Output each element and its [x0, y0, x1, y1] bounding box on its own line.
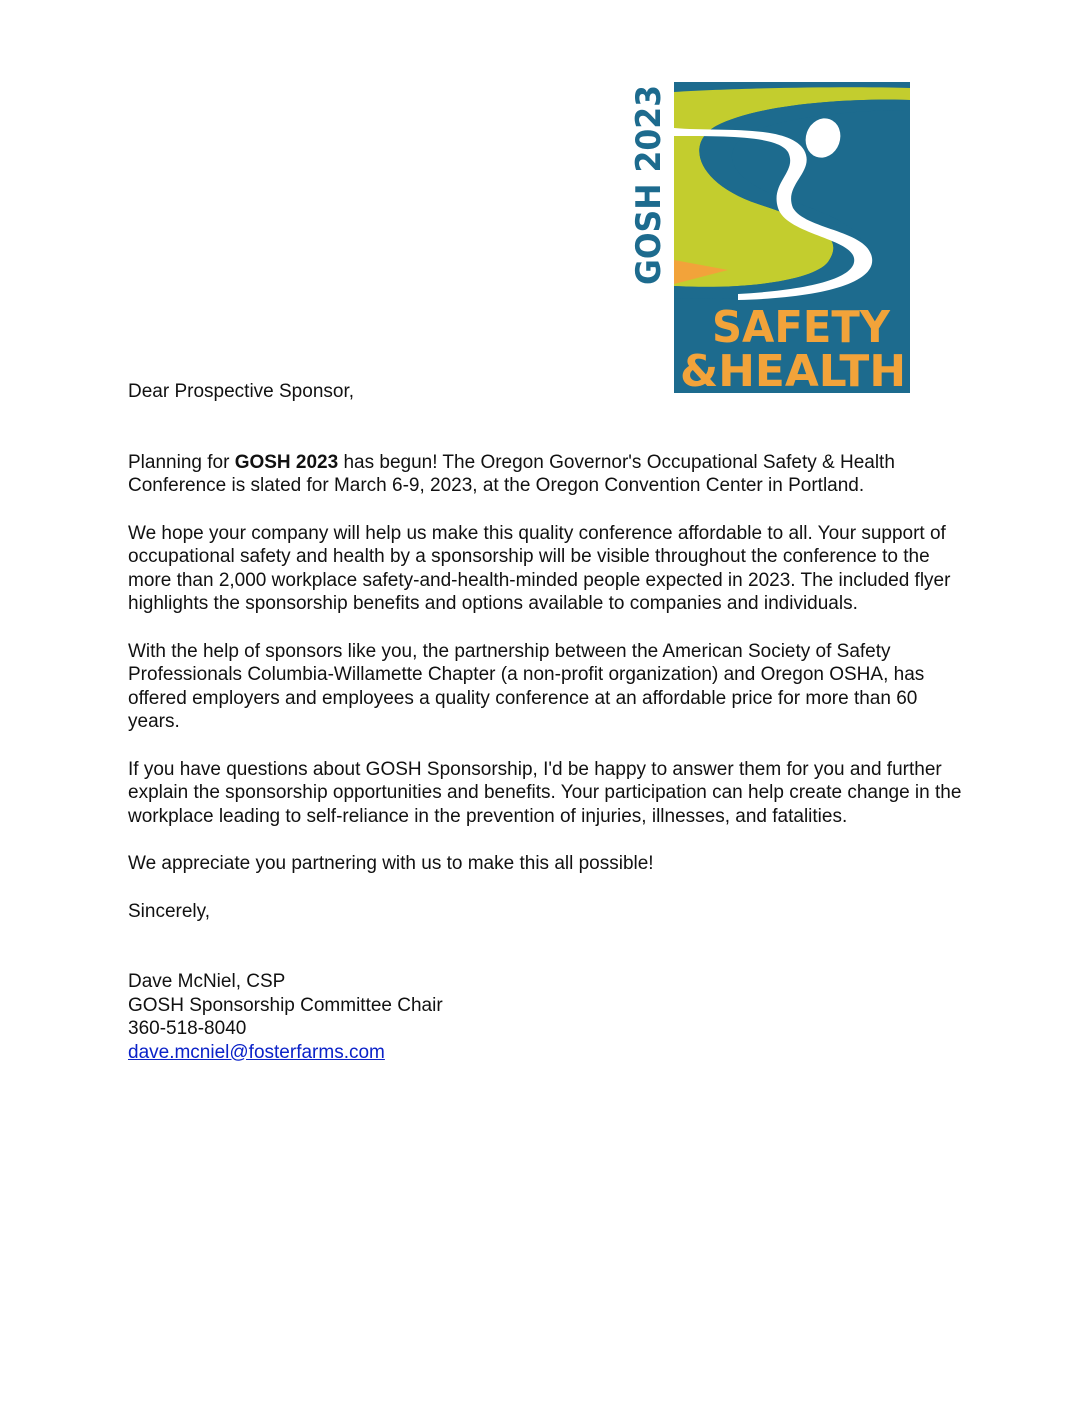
salutation: Dear Prospective Sponsor,: [128, 381, 355, 402]
logo-vertical-text: GOSH 2023: [629, 80, 669, 285]
letter-body: [128, 380, 968, 1064]
paragraph-2: We hope your company will help us make this quality conference affordable to all. Your support of occupational safety and health by a sponsorship will be visible throughout the conference to the more than 2,000 workplace safety-and-health-minded people expected in 2023. The included flyer highlights the sponsorship benefits and options available to companies and individuals.: [128, 522, 951, 614]
logo-line1: SAFETY: [712, 302, 892, 353]
closing: Sincerely,: [128, 900, 211, 922]
paragraph-1-rest: has begun! The Oregon Governor's Occupational Safety & Health Conference is slated for March 6-9, 2023, at the Oregon Convention Center in Portland.: [128, 451, 895, 496]
paragraph-1: [128, 451, 968, 498]
signature-block: [128, 970, 968, 1064]
signer-phone: 360-518-8040: [128, 1018, 247, 1039]
paragraph-4: If you have questions about GOSH Sponsorship, I'd be happy to answer them for you and further explain the sponsorship opportunities and benefits. Your participation can help create change in the workplace leading to self-reliance in the prevention of injuries, illnesses, and fatalities.: [128, 758, 962, 827]
signer-email-link[interactable]: dave.mcniel@fosterfarms.com: [128, 1041, 385, 1063]
paragraph-5: We appreciate you partnering with us to make this all possible!: [128, 853, 654, 874]
paragraph-1-lead: Planning for: [128, 451, 235, 473]
paragraph-3: With the help of sponsors like you, the partnership between the American Society of Safety Professionals Columbia-Willamette Chapter (a non-profit organization) and Oregon OSHA, has offered employers and employees a quality conference at an affordable price for more than 60 years.: [128, 640, 925, 732]
gosh-safety-health-logo: [618, 80, 911, 395]
signer-name: Dave McNiel, CSP: [128, 971, 286, 992]
signer-title: GOSH Sponsorship Committee Chair: [128, 994, 443, 1016]
logo-line2: &HEALTH: [680, 346, 906, 395]
event-name-bold: GOSH 2023: [234, 451, 339, 473]
